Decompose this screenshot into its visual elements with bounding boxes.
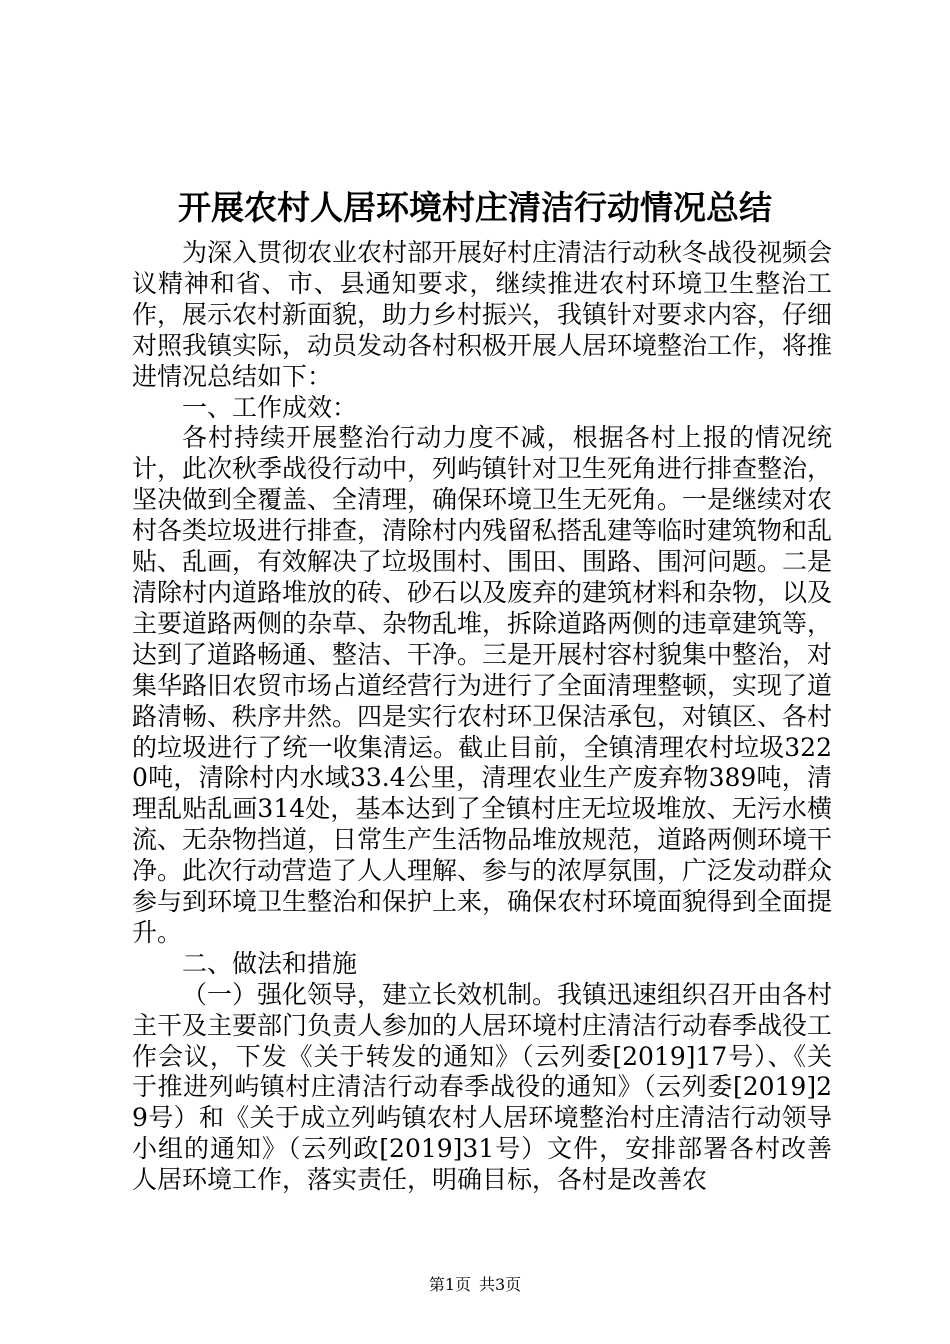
intro-paragraph: 为深入贯彻农业农村部开展好村庄清洁行动秋冬战役视频会议精神和省、市、县通知要求，继续推进农村环境卫生整治工作，展示农村新面貌，助力乡村振兴，我镇针对要求内容，仔细对照我镇实际，动员发动各村积极开展人居环境整治工作，将推进情况总结如下： bbox=[132, 238, 833, 391]
section-heading-measures: 二、做法和措施 bbox=[182, 948, 358, 978]
document-title: 开展农村人居环境村庄清洁行动情况总结 bbox=[178, 188, 772, 227]
section-heading-results: 一、工作成效： bbox=[182, 392, 358, 422]
measures-paragraph: （一）强化领导，建立长效机制。我镇迅速组织召开由各村主干及主要部门负责人参加的人居环境村庄清洁行动春季战役工作会议，下发《关于转发的通知》（云列委[2019]17号）、《关于推进列屿镇村庄清洁行动春季战役的通知》（云列委[2019]29号）和《关于成立列屿镇农村人居环境整治村庄清洁行动领导小组的通知》（云列政[2019]31号）文件，安排部署各村改善人居环境工作，落实责任，明确目标，各村是改善农 bbox=[132, 979, 833, 1195]
page-number: 第1页 bbox=[428, 1275, 471, 1294]
page-total: 共3页 bbox=[479, 1275, 522, 1294]
results-paragraph: 各村持续开展整治行动力度不减，根据各村上报的情况统计，此次秋季战役行动中，列屿镇针对卫生死角进行排查整治，坚决做到全覆盖、全清理，确保环境卫生无死角。一是继续对农村各类垃圾进行排查，清除村内残留私搭乱建等临时建筑物和乱贴、乱画，有效解决了垃圾围村、围田、围路、围河问题。二是清除村内道路堆放的砖、砂石以及废弃的建筑材料和杂物，以及主要道路两侧的杂草、杂物乱堆，拆除道路两侧的违章建筑等，达到了道路畅通、整洁、干净。三是开展村容村貌集中整治，对集华路旧农贸市场占道经营行为进行了全面清理整顿，实现了道路清畅、秩序井然。四是实行农村环卫保洁承包，对镇区、各村的垃圾进行了统一收集清运。截止目前，全镇清理农村垃圾3220吨，清除村内水域33.4公里，清理农业生产废弃物389吨，清理乱贴乱画314处，基本达到了全镇村庄无垃圾堆放、无污水横流、无杂物挡道，日常生产生活物品堆放规范，道路两侧环境干净。此次行动营造了人人理解、参与的浓厚氛围，广泛发动群众参与到环境卫生整治和保护上来，确保农村环境面貌得到全面提升。 bbox=[132, 423, 833, 947]
page-footer bbox=[0, 1275, 950, 1295]
document-body bbox=[132, 238, 832, 1196]
